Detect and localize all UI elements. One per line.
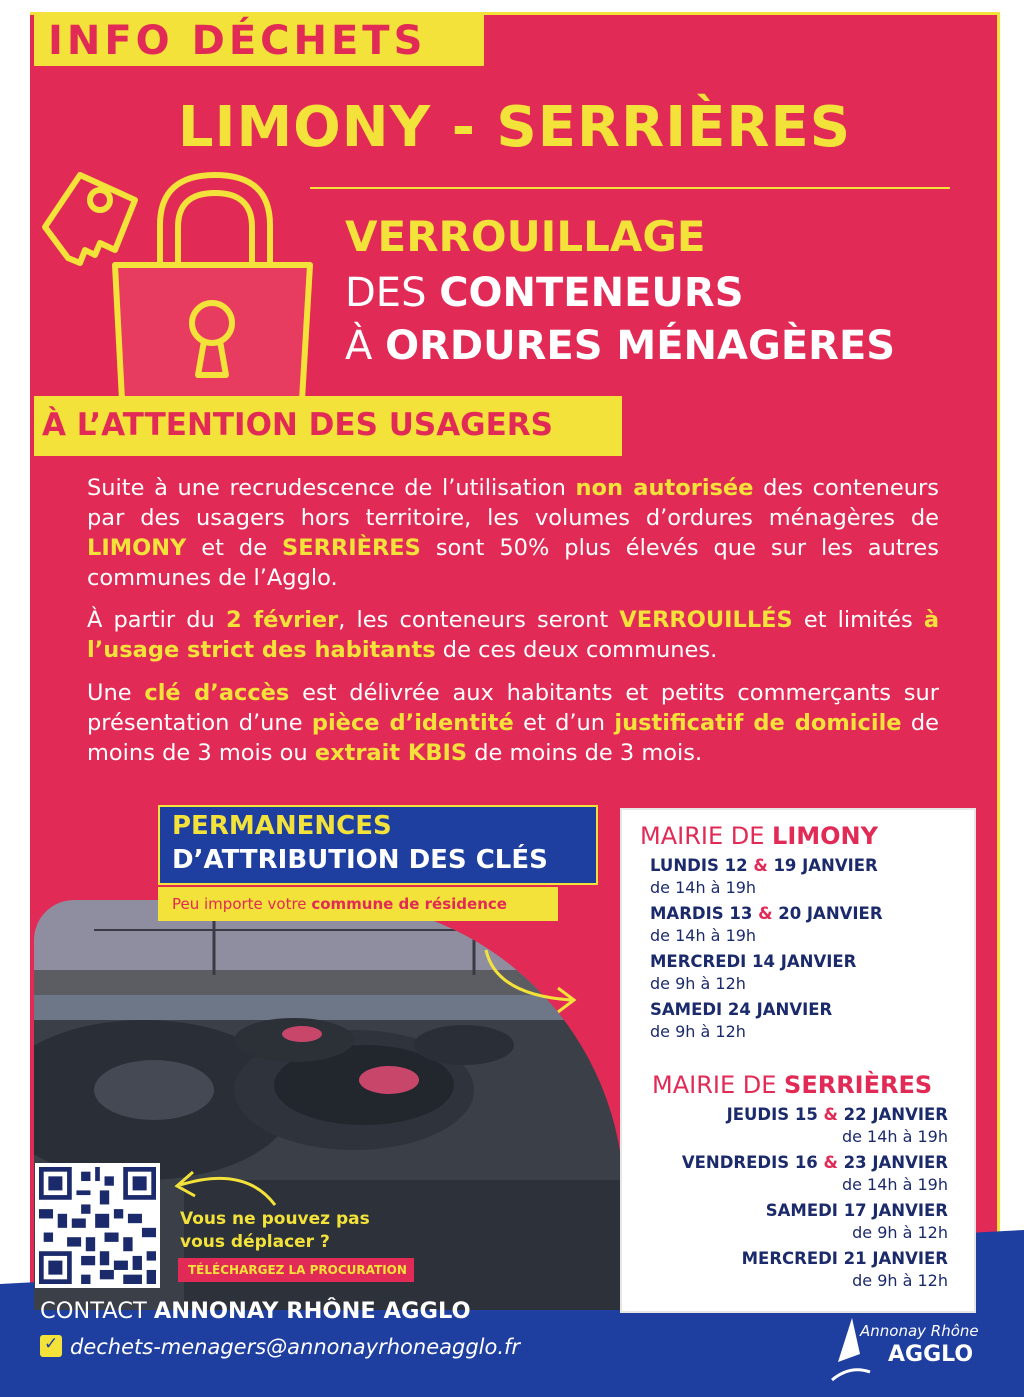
mairie-serrieres-heading: MAIRIE DE SERRIÈRES bbox=[652, 1071, 933, 1099]
schedule-day: MERCREDI 21 JANVIER bbox=[741, 1249, 948, 1268]
highlight-text: à l’usage strict des habitants bbox=[87, 607, 939, 663]
schedule-time: de 9h à 12h bbox=[650, 974, 746, 993]
highlight-text: extrait KBIS bbox=[314, 740, 468, 766]
schedule-day: MARDIS 13 & 20 JANVIER bbox=[650, 904, 883, 923]
schedule-time: de 9h à 12h bbox=[650, 1022, 746, 1041]
paragraph-text: est délivrée aux habitants et petits commerçants sur présentation d’une bbox=[87, 680, 939, 736]
schedule-time: de 14h à 19h bbox=[650, 926, 757, 945]
schedule-time: de 14h à 19h bbox=[841, 1175, 948, 1194]
paragraph-text: et d’un bbox=[513, 710, 615, 736]
highlight-text: 2 février bbox=[225, 607, 339, 633]
paragraph-text: Suite à une recrudescence de l’utilisation bbox=[87, 475, 576, 501]
paragraph-text: et de bbox=[186, 535, 282, 561]
info-dechets-tag: INFO DÉCHETS bbox=[34, 12, 484, 66]
subtitle-conteneurs: DES CONTENEURS bbox=[345, 270, 744, 316]
qr-code-icon[interactable] bbox=[35, 1163, 160, 1288]
paragraph-text: , les conteneurs seront bbox=[338, 607, 620, 633]
schedule-time: de 14h à 19h bbox=[841, 1127, 948, 1146]
highlight-text: non autorisée bbox=[575, 475, 754, 501]
paragraph-recrudescence bbox=[87, 473, 939, 593]
permanences-subtitle: D’ATTRIBUTION DES CLÉS bbox=[172, 845, 548, 875]
paragraph-cle-acces bbox=[87, 678, 939, 768]
highlight-text: justificatif de domicile bbox=[614, 710, 902, 736]
highlight-text: SERRIÈRES bbox=[282, 535, 421, 561]
subtitle-ordures: À ORDURES MÉNAGÈRES bbox=[345, 323, 896, 369]
title-divider bbox=[310, 187, 950, 189]
checkbox-mail-icon bbox=[40, 1335, 62, 1357]
paragraph-date bbox=[87, 605, 939, 665]
mairie-limony-heading: MAIRIE DE LIMONY bbox=[640, 822, 879, 850]
highlight-text: VERROUILLÉS bbox=[619, 607, 793, 633]
schedule-day: JEUDIS 15 & 22 JANVIER bbox=[726, 1105, 948, 1124]
paragraph-text: des conteneurs par des usagers hors territoire, les volumes d’ordures ménagères de bbox=[87, 475, 939, 531]
schedule-day: LUNDIS 12 & 19 JANVIER bbox=[650, 856, 878, 875]
highlight-text: LIMONY bbox=[87, 535, 187, 561]
logo-name: Annonay Rhône bbox=[860, 1322, 979, 1340]
procuration-question: Vous ne pouvez pas vous déplacer ? bbox=[180, 1209, 370, 1252]
highlight-text: pièce d’identité bbox=[311, 710, 514, 736]
subtitle-verrouillage: VERROUILLAGE bbox=[345, 212, 706, 261]
paragraph-text: Une bbox=[87, 680, 145, 706]
download-procuration-button[interactable]: TÉLÉCHARGEZ LA PROCURATION bbox=[178, 1258, 414, 1282]
page-title: LIMONY - SERRIÈRES bbox=[177, 95, 852, 160]
schedule-day: SAMEDI 24 JANVIER bbox=[650, 1000, 833, 1019]
contact-line: CONTACT ANNONAY RHÔNE AGGLO bbox=[40, 1298, 471, 1324]
email-row[interactable] bbox=[40, 1335, 520, 1359]
schedule-day: MERCREDI 14 JANVIER bbox=[650, 952, 857, 971]
permanences-note: Peu importe votre commune de résidence bbox=[158, 887, 558, 921]
contact-email[interactable]: dechets-menagers@annonayrhoneagglo.fr bbox=[70, 1335, 521, 1359]
permanences-title: PERMANENCES bbox=[172, 811, 392, 841]
schedule-time: de 9h à 12h bbox=[852, 1223, 948, 1242]
paragraph-text: de moins de 3 mois ou bbox=[87, 710, 939, 766]
paragraph-text: sont 50% plus élevés que sur les autres communes de l’Agglo. bbox=[87, 535, 939, 591]
key-padlock-icon bbox=[40, 155, 320, 405]
attention-banner: À L’ATTENTION DES USAGERS bbox=[34, 396, 622, 456]
schedule-day: SAMEDI 17 JANVIER bbox=[765, 1201, 948, 1220]
curved-arrow-icon bbox=[476, 940, 596, 1020]
paragraph-text: À partir du bbox=[87, 607, 226, 633]
logo-agglo: AGGLO bbox=[888, 1342, 974, 1367]
schedule-time: de 9h à 12h bbox=[852, 1271, 948, 1290]
paragraph-text: de moins de 3 mois. bbox=[467, 740, 703, 766]
paragraph-text: de ces deux communes. bbox=[435, 637, 718, 663]
schedule-time: de 14h à 19h bbox=[650, 878, 757, 897]
schedule-day: VENDREDIS 16 & 23 JANVIER bbox=[681, 1153, 948, 1172]
paragraph-text: et limités bbox=[792, 607, 924, 633]
highlight-text: clé d’accès bbox=[144, 680, 290, 706]
